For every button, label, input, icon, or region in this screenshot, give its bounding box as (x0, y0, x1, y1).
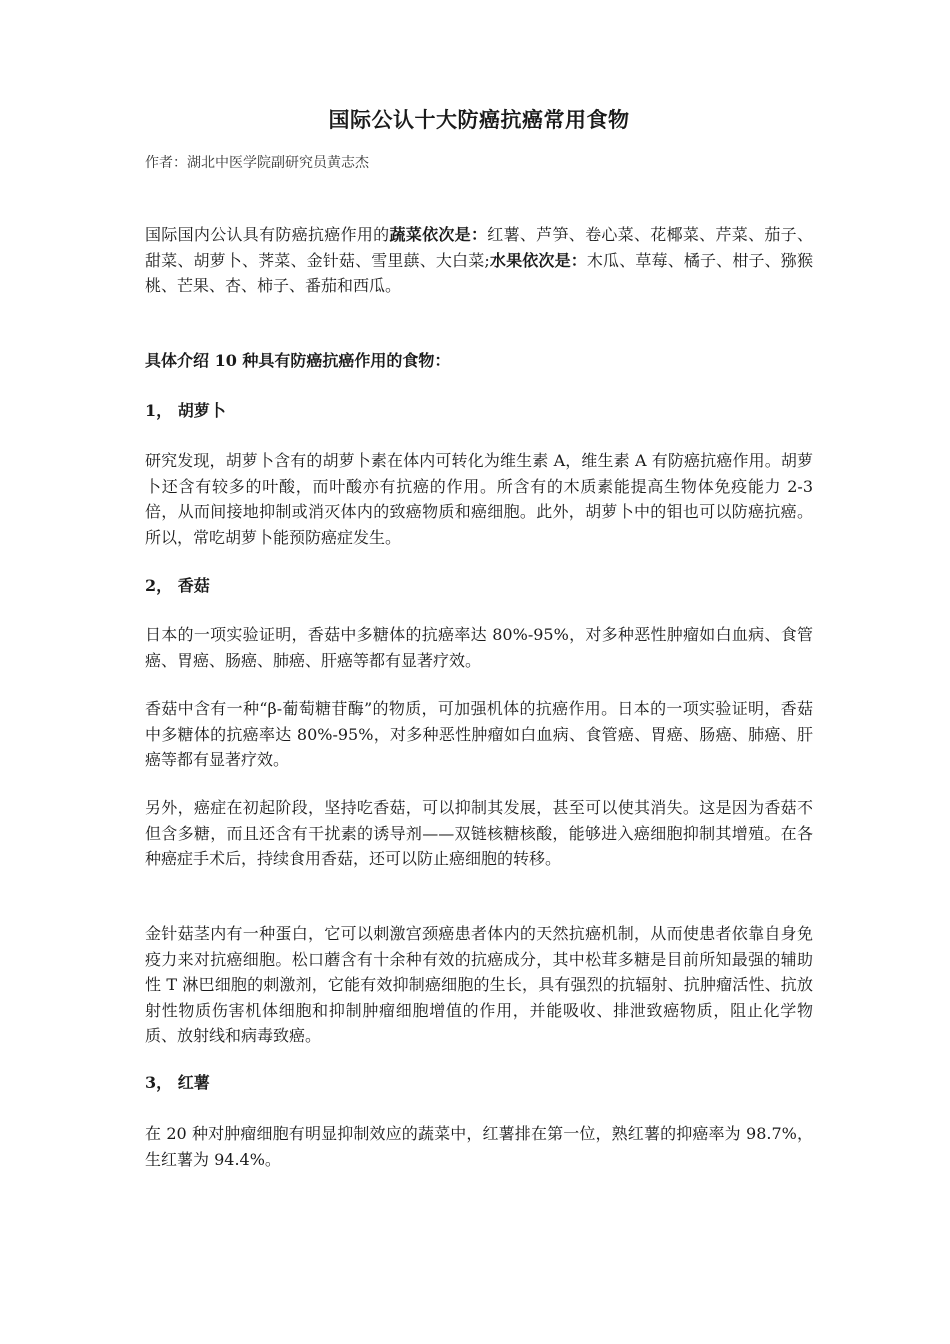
item-heading: 3， 红薯 (145, 1073, 210, 1092)
item-heading: 2， 香菇 (145, 576, 210, 595)
item-paragraph: 在 20 种对肿瘤细胞有明显抑制效应的蔬菜中，红薯排在第一位，熟红薯的抑癌率为 98.7%，生红薯为 94.4%。 (145, 1124, 813, 1169)
fruit-label: 水果依次是： (489, 250, 587, 270)
item-paragraph: 金针菇茎内有一种蛋白，它可以刺激宫颈癌患者体内的天然抗癌机制，从而使患者依靠自身免疫力来对抗癌细胞。松口蘑含有十余种有效的抗癌成分，其中松茸多糖是目前所知最强的辅助性 T 淋巴细胞的刺激剂，它能有效抑制癌细胞的生长，具有强烈的抗辐射、抗肿瘤活性、抗放射性物质伤害机体细胞和抑制肿瘤细胞增值的作用，并能吸收、排泄致癌物质，阻止化学物质、放射线和病毒致癌。 (145, 924, 813, 1045)
section-heading: 具体介绍 10 种具有防癌抗癌作用的食物： (145, 351, 451, 370)
veg-label: 蔬菜依次是： (389, 225, 488, 244)
item-paragraph: 香菇中含有一种“β-葡萄糖苷酶”的物质，可加强机体的抗癌作用。日本的一项实验证明，香菇中多糖体的抗癌率达 80%-95%，对多种恶性肿瘤如白血病、食管癌、胃癌、肠癌、肺癌、肝癌等都有显著疗效。 (145, 699, 813, 769)
fruit-list: 木瓜、草莓、橘子、柑子、猕猴桃、芒果、杏、柿子、番茄和西瓜。 (145, 250, 813, 295)
author-line: 作者：湖北中医学院副研究员黄志杰 (145, 155, 369, 171)
item-paragraph: 研究发现，胡萝卜含有的胡萝卜素在体内可转化为维生素 A，维生素 A 有防癌抗癌作用。胡萝卜还含有较多的叶酸，而叶酸亦有抗癌的作用。所含有的木质素能提高生物体免疫能力 2-3 倍，从而间接地抑制或消灭体内的致癌物质和癌细胞。此外，胡萝卜中的钼也可以防癌抗癌。所以，常吃胡萝卜能预防癌症发生。 (145, 451, 813, 547)
page-title: 国际公认十大防癌抗癌常用食物 (328, 107, 630, 132)
veg-list: 红薯、芦笋、卷心菜、花椰菜、芹菜、茄子、甜菜、胡萝卜、荠菜、金针菇、雪里蕻、大白菜; (145, 225, 813, 270)
item-heading: 1， 胡萝卜 (145, 401, 226, 420)
intro-paragraph (145, 222, 813, 299)
item-paragraph: 另外，癌症在初起阶段，坚持吃香菇，可以抑制其发展，甚至可以使其消失。这是因为香菇不但含多糖，而且还含有干扰素的诱导剂——双链核糖核酸，能够进入癌细胞抑制其增殖。在各种癌症手术后，持续食用香菇，还可以防止癌细胞的转移。 (145, 798, 813, 868)
item-paragraph: 日本的一项实验证明，香菇中多糖体的抗癌率达 80%-95%，对多种恶性肿瘤如白血病、食管癌、胃癌、肠癌、肺癌、肝癌等都有显著疗效。 (145, 625, 813, 670)
intro-text: 国际国内公认具有防癌抗癌作用的 (145, 225, 390, 244)
